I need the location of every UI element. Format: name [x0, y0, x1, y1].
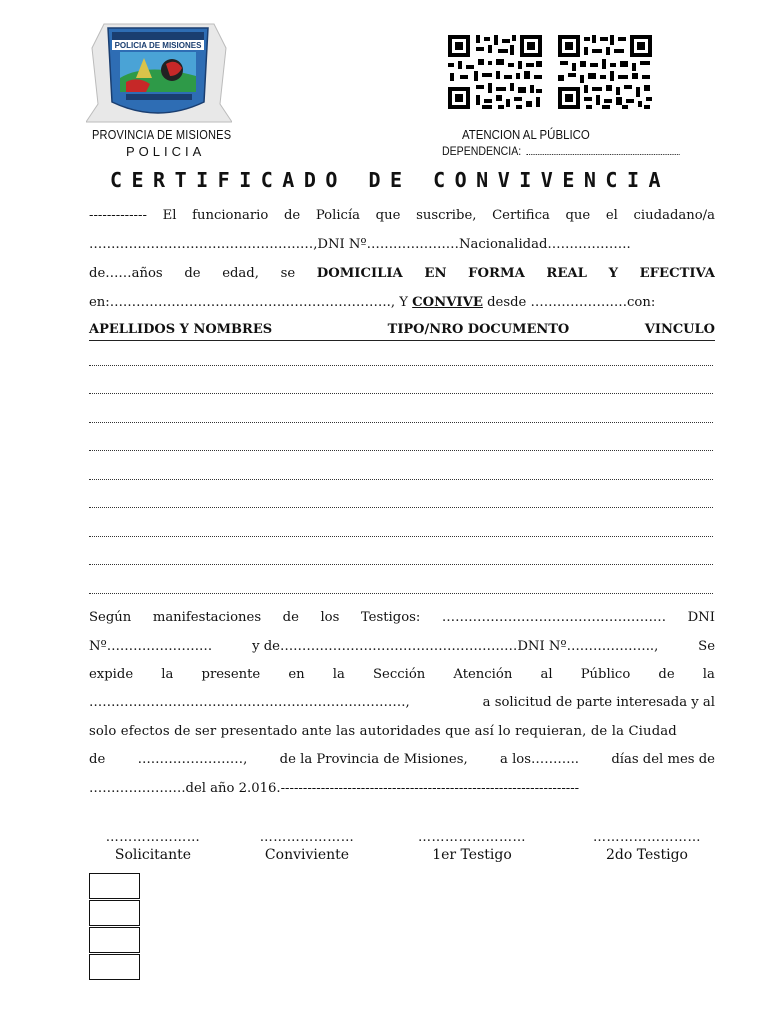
witness-line-3 [89, 666, 715, 684]
intro-word: se [280, 266, 296, 281]
witness-word: manifestaciones [152, 610, 262, 625]
entry-line [89, 479, 713, 480]
witness-name-field: …………………………………………… [441, 610, 667, 625]
entry-line [89, 393, 713, 394]
witness-word: al [540, 667, 553, 682]
signature-line: ………………… [259, 830, 355, 845]
witness-line-2 [89, 638, 715, 656]
witness-word: Se [698, 639, 715, 654]
witness-line-6 [89, 751, 715, 769]
signature-label: 1er Testigo [432, 847, 512, 863]
witness-text: días del mes de [611, 752, 715, 767]
convive-word: CONVIVE [412, 295, 483, 310]
intro-word: de [283, 208, 301, 223]
signature-line: …………………… [593, 830, 701, 845]
intro-line-3 [89, 265, 715, 283]
address-field: en:………………………………………………………., Y [89, 295, 413, 310]
intro-word: funcionario [192, 208, 269, 223]
intro-line-4 [89, 294, 715, 312]
witness-word: Testigos: [360, 610, 421, 625]
closing-dashes: ------------------------------------------------------------------- [280, 781, 580, 796]
police-badge-logo [86, 18, 232, 126]
svg-text:POLICIA DE MISIONES: POLICIA DE MISIONES [114, 41, 202, 50]
month-year-field: ………………….del año 2.016. [89, 781, 281, 796]
witness-word: Público [580, 667, 631, 682]
witness-word: de [282, 610, 299, 625]
witness-word: Según [89, 610, 132, 625]
domicilia-word: FORMA [468, 266, 525, 281]
entry-line [89, 450, 713, 451]
signature-label: 2do Testigo [606, 847, 688, 863]
domicilia-word: EN [424, 266, 447, 281]
qr-code-right [556, 33, 654, 111]
intro-word: suscribe, [416, 208, 477, 223]
entry-line [89, 422, 713, 423]
day-field: a los……….. [500, 752, 579, 767]
signature-label: Conviviente [264, 847, 350, 863]
city-field: ……………………, [137, 752, 248, 767]
col-names-header: APELLIDOS Y NOMBRES [89, 322, 273, 337]
intro-word: que [375, 208, 401, 223]
signature-line: ………………… [105, 830, 201, 845]
intro-word: El [162, 208, 177, 223]
intro-line-1 [89, 207, 715, 225]
domicilia-word: EFECTIVA [639, 266, 715, 281]
witness-text: a solicitud de parte interesada y al [482, 695, 715, 710]
intro-word: de……años [89, 266, 163, 281]
entry-line [89, 593, 713, 594]
signature-second-witness [578, 830, 716, 864]
witness-dni-field: Nº…………………… [89, 639, 213, 654]
stamp-box [89, 873, 140, 899]
intro-word: que [565, 208, 591, 223]
witness-text: de la Provincia de Misiones, [279, 752, 468, 767]
witness-word: la [161, 667, 174, 682]
dependency-field [442, 144, 680, 158]
dependency-blank [527, 145, 680, 155]
intro-word: de [184, 266, 201, 281]
signature-line: …………………… [418, 830, 526, 845]
witness-word: presente [201, 667, 261, 682]
cohabitants-table-header [89, 322, 715, 341]
since-field: desde ……………….…con: [482, 295, 656, 310]
witness-word: de [89, 752, 106, 767]
domicilia-word: DOMICILIA [316, 266, 403, 281]
signature-conviviente [246, 830, 368, 864]
col-link-header: VINCULO [644, 322, 715, 337]
domicilia-word: Y [608, 266, 618, 281]
intro-word: edad, [222, 266, 259, 281]
entry-line [89, 564, 713, 565]
second-witness-field: y de………………………………………………DNI Nº……………….., [252, 639, 659, 654]
witness-word: en [288, 667, 305, 682]
witness-word: la [332, 667, 345, 682]
signature-first-witness [402, 830, 542, 864]
province-label: PROVINCIA DE MISIONES [92, 127, 232, 142]
entry-line [89, 536, 713, 537]
witness-word: expide [89, 667, 134, 682]
qr-code-left [446, 33, 544, 111]
intro-line-2: ……………………………………………,DNI Nº…………………Nacionalidad………………. [89, 237, 631, 252]
entry-line [89, 507, 713, 508]
stamp-box [89, 954, 140, 980]
col-document-header: TIPO/NRO DOCUMENTO [387, 322, 570, 337]
stamp-box [89, 927, 140, 953]
intro-word: ciudadano/a [633, 208, 715, 223]
intro-word: Policía [315, 208, 361, 223]
intro-word: el [605, 208, 618, 223]
witness-line-1 [89, 609, 715, 627]
witness-word: Atención [453, 667, 513, 682]
witness-line-4 [89, 694, 715, 712]
signature-solicitante [92, 830, 214, 864]
witness-word: Sección [373, 667, 426, 682]
dependency-label: DEPENDENCIA: [442, 144, 522, 158]
entry-line [89, 365, 713, 366]
document-title: CERTIFICADO DE CONVIVENCIA [109, 168, 671, 192]
witness-line-7 [89, 780, 715, 798]
intro-word: Certifica [492, 208, 550, 223]
witness-word: de [658, 667, 675, 682]
witness-word: los [320, 610, 340, 625]
public-attention-label: ATENCION AL PÚBLICO [462, 127, 590, 142]
section-field: ………………………………………………………………, [89, 695, 410, 710]
witness-line-5: solo efectos de ser presentado ante las autoridades que así lo requieran, de la Ciudad [89, 724, 677, 739]
intro-dashes: ------------- [89, 208, 147, 223]
domicilia-word: REAL [546, 266, 587, 281]
stamp-box [89, 900, 140, 926]
police-label: POLICIA [126, 144, 206, 159]
witness-word: DNI [687, 610, 715, 625]
signature-label: Solicitante [114, 847, 192, 863]
witness-word: la [702, 667, 715, 682]
